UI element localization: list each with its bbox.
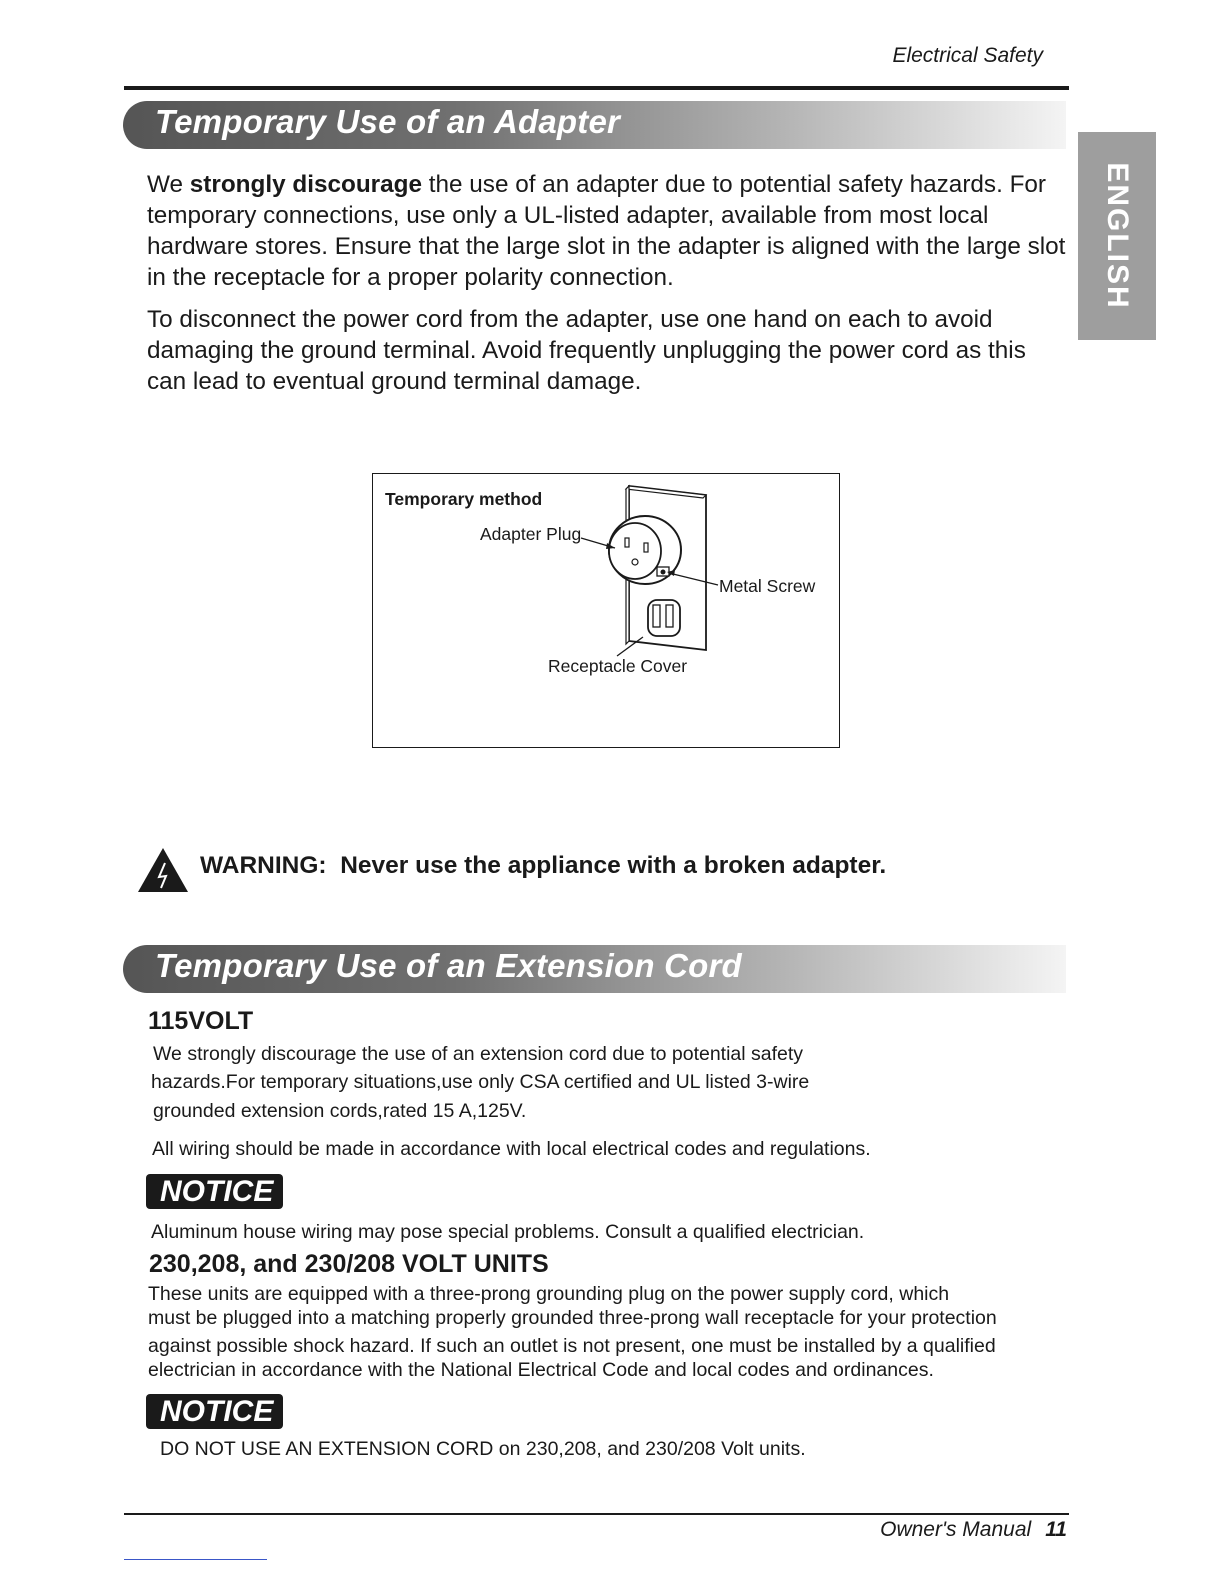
extension-section-title: Temporary Use of an Extension Cord: [155, 947, 742, 984]
section-header: Electrical Safety: [892, 44, 1043, 67]
warning-icon: [136, 846, 190, 894]
para-230-line-3: against possible shock hazard. If such an outlet is not present, one must be installed by a qualified: [148, 1335, 996, 1357]
para-115-line-1: We strongly discourage the use of an extension cord due to potential safety: [153, 1043, 804, 1065]
notice-badge-1: NOTICE: [146, 1174, 283, 1209]
extension-section-banner: [123, 945, 1066, 993]
adapter-section-title: Temporary Use of an Adapter: [155, 103, 621, 140]
adapter-paragraph-1-pre: We: [147, 171, 190, 198]
page-footer: [880, 1518, 1067, 1542]
subhead-230-volt: 230,208, and 230/208 VOLT UNITS: [149, 1250, 549, 1278]
warning-label: WARNING:: [200, 852, 327, 879]
warning-text: [200, 852, 886, 880]
para-230-line-1: These units are equipped with a three-prong grounding plug on the power supply cord, which: [148, 1283, 950, 1305]
para-230-line-2: must be plugged into a matching properly grounded three-prong wall receptacle for your protection: [148, 1307, 997, 1329]
wiring-note: All wiring should be made in accordance with local electrical codes and regulations.: [152, 1138, 871, 1160]
figure-label-metal-screw: Metal Screw: [719, 576, 816, 596]
language-tab: [1078, 132, 1156, 340]
adapter-paragraph-1-post: the use of an adapter due to potential safety hazards. For temporary connections, use only a UL-listed adapter, available from most local hardware stores. Ensure that the large slot in the adapter is aligned with the large slot in the receptacle for a proper polarity connection.: [147, 171, 1066, 291]
para-230-line-4: electrician in accordance with the National Electrical Code and local codes and ordinances.: [148, 1359, 934, 1381]
figure-title: Temporary method: [385, 489, 543, 509]
adapter-section-banner: [123, 101, 1066, 149]
bottom-divider: [124, 1513, 1069, 1515]
notice-1-text: Aluminum house wiring may pose special problems. Consult a qualified electrician.: [151, 1221, 865, 1243]
footer-page-number: 11: [1045, 1518, 1067, 1541]
language-tab-label: ENGLISH: [1101, 162, 1134, 310]
adapter-paragraph-2: To disconnect the power cord from the adapter, use one hand on each to avoid damaging the ground terminal. Avoid frequently unplugging the power cord as this can lead to eventual ground terminal damage.: [147, 306, 1026, 395]
figure-label-receptacle-cover: Receptacle Cover: [548, 656, 688, 676]
top-divider: [124, 86, 1069, 90]
notice-badge-2: NOTICE: [146, 1394, 283, 1429]
adapter-figure: [372, 473, 840, 748]
adapter-paragraph-1-emphasis: strongly discourage: [189, 171, 422, 198]
notice-2-text: DO NOT USE AN EXTENSION CORD on 230,208, and 230/208 Volt units.: [160, 1438, 806, 1460]
adapter-paragraph-1: [147, 169, 1067, 293]
para-115-line-3: grounded extension cords,rated 15 A,125V.: [153, 1100, 527, 1122]
subhead-115-volt: 115VOLT: [148, 1007, 254, 1035]
warning-message: Never use the appliance with a broken adapter.: [340, 852, 887, 879]
figure-label-adapter-plug: Adapter Plug: [480, 524, 582, 544]
para-115-line-2: hazards.For temporary situations,use only CSA certified and UL listed 3-wire: [151, 1071, 810, 1093]
footer-manual-title: Owner's Manual: [880, 1518, 1032, 1541]
footer-underline-fragment: [124, 1559, 267, 1560]
outlet-adapter-illustration: [373, 474, 839, 747]
